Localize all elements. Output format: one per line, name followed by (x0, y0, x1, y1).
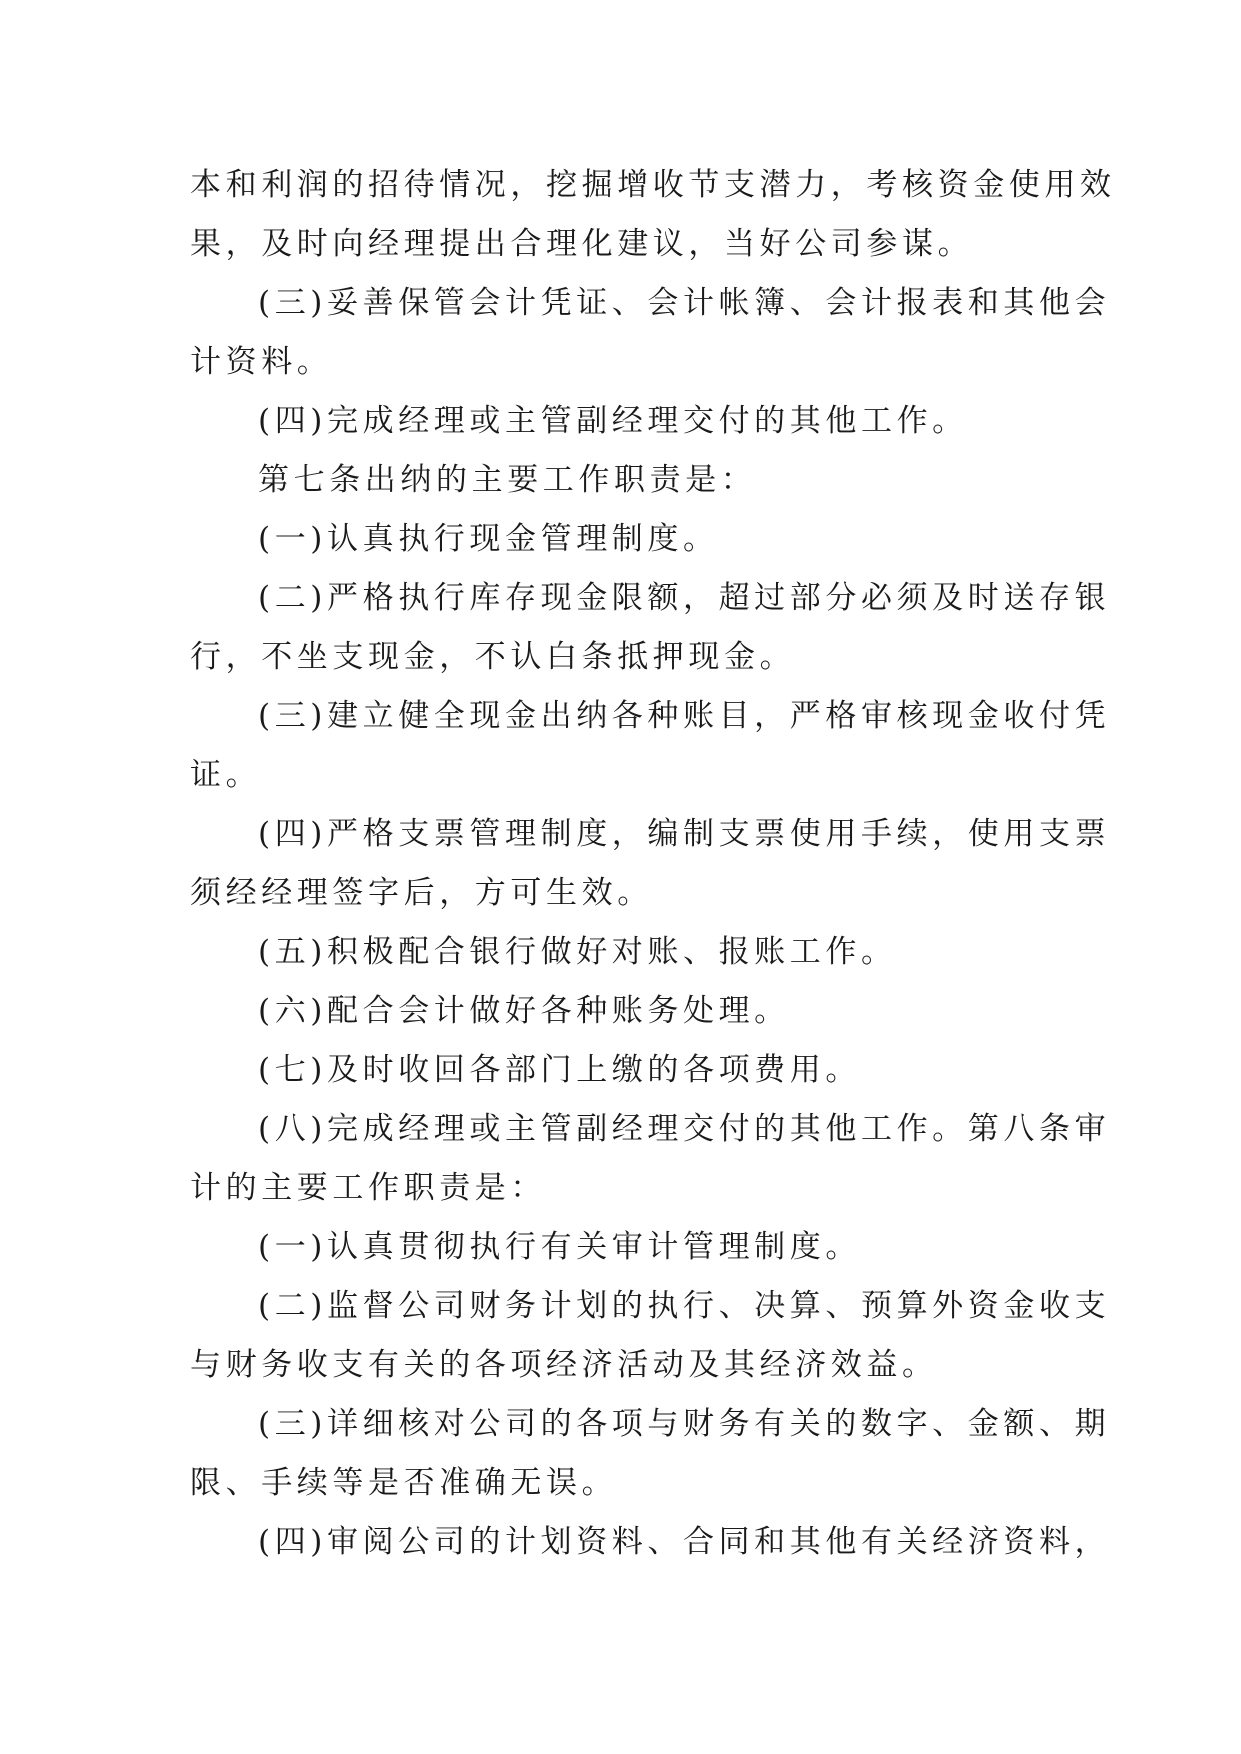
document-body (190, 156, 1116, 1572)
text-line: (四)审阅公司的计划资料、合同和其他有关经济资料， (258, 1524, 1111, 1560)
article-heading: 第七条出纳的主要工作职责是： (258, 462, 757, 498)
text-line: 证。 (190, 757, 262, 793)
text-line: (一)认真执行现金管理制度。 (258, 521, 719, 557)
text-line: (二)监督公司财务计划的执行、决算、预算外资金收支 (258, 1288, 1111, 1324)
text-line: 果，及时向经理提出合理化建议，当好公司参谋。 (190, 226, 974, 262)
text-line: 本和利润的招待情况，挖掘增收节支潜力，考核资金使用效 (190, 167, 1116, 203)
text-line: (五)积极配合银行做好对账、报账工作。 (258, 934, 897, 970)
text-line: 与财务收支有关的各项经济活动及其经济效益。 (190, 1347, 938, 1383)
text-line: (四)严格支票管理制度，编制支票使用手续，使用支票 (258, 816, 1111, 852)
text-line: 须经经理签字后，方可生效。 (190, 875, 653, 911)
text-line: (三)详细核对公司的各项与财务有关的数字、金额、期 (258, 1406, 1111, 1442)
text-line: (二)严格执行库存现金限额，超过部分必须及时送存银 (258, 580, 1111, 616)
text-line: (一)认真贯彻执行有关审计管理制度。 (258, 1229, 861, 1265)
text-line: (四)完成经理或主管副经理交付的其他工作。 (258, 403, 968, 439)
text-line: (六)配合会计做好各种账务处理。 (258, 993, 790, 1029)
text-line: (八)完成经理或主管副经理交付的其他工作。第八条审 (258, 1111, 1111, 1147)
text-line: 行，不坐支现金，不认白条抵押现金。 (190, 639, 796, 675)
text-line: 限、手续等是否准确无误。 (190, 1465, 618, 1501)
text-line: (三)建立健全现金出纳各种账目，严格审核现金收付凭 (258, 698, 1111, 734)
text-line: 计资料。 (190, 344, 333, 380)
text-line: (三)妥善保管会计凭证、会计帐簿、会计报表和其他会 (258, 285, 1111, 321)
text-line: (七)及时收回各部门上缴的各项费用。 (258, 1052, 861, 1088)
text-line: 计的主要工作职责是： (190, 1170, 546, 1206)
